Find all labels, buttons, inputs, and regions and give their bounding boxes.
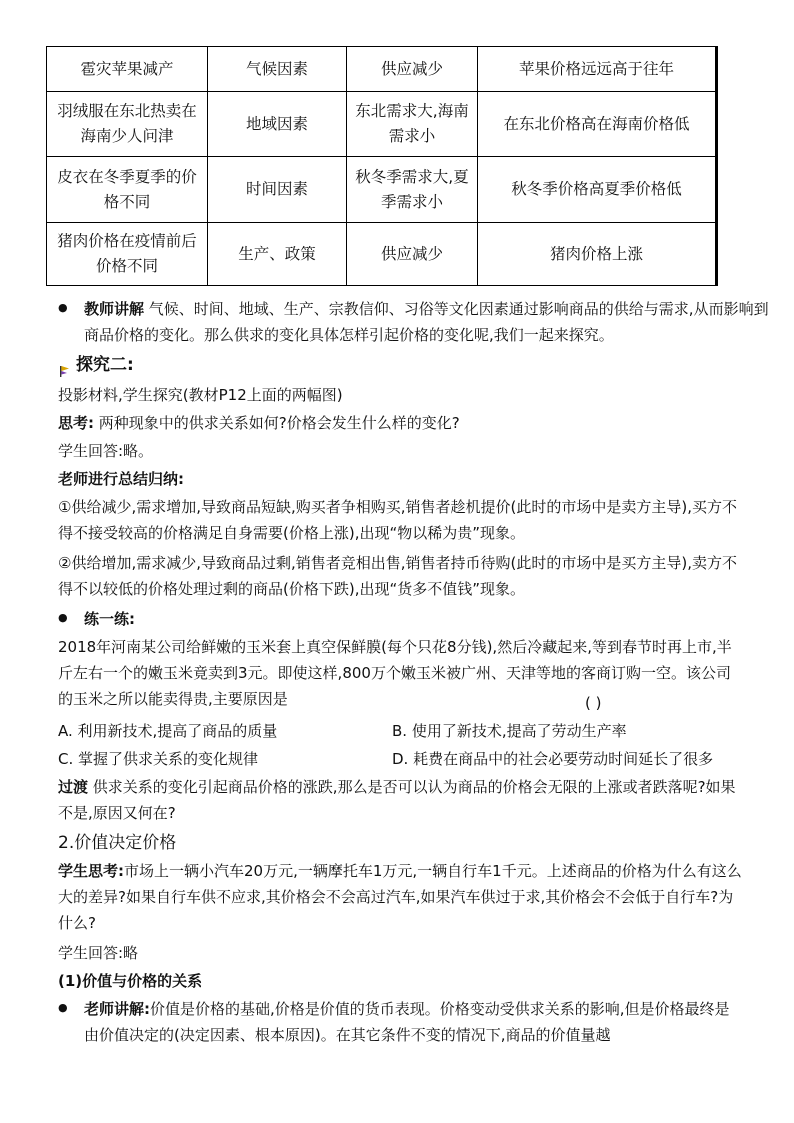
bullet-icon: ● <box>58 301 68 314</box>
table-cell: 在东北价格高在海南价格低 <box>478 92 717 157</box>
table-row <box>47 157 717 223</box>
bullet-icon: ● <box>58 1001 68 1014</box>
subsection-title: (1)价值与价格的关系 <box>58 972 203 990</box>
table-row <box>47 223 717 286</box>
flag-icon <box>58 359 70 371</box>
table-cell: 雹灾苹果减产 <box>47 47 208 92</box>
practice-heading: 练一练: <box>84 610 135 628</box>
bullet-icon: ● <box>58 611 68 624</box>
section-title: 2.价值决定价格 <box>58 833 177 853</box>
table-cell: 羽绒服在东北热卖在海南少人问津 <box>47 92 208 157</box>
option-d: D. 耗费在商品中的社会必要劳动时间延长了很多 <box>392 750 714 768</box>
table-cell: 供应减少 <box>347 47 478 92</box>
summary-point-1: ①供给减少,需求增加,导致商品短缺,购买者争相购买,销售者趁机提价(此时的市场中是卖方主导),买方不得不接受较高的价格满足自身需要(价格上涨),出现“物以稀为贵”现象。 <box>58 498 737 542</box>
table-cell: 猪肉价格上涨 <box>478 223 717 286</box>
table-cell: 皮衣在冬季夏季的价格不同 <box>47 157 208 223</box>
student-think: 学生思考:市场上一辆小汽车20万元,一辆摩托车1万元,一辆自行车1千元。上述商品的价格为什么有这么大的差异?如果自行车供不应求,其价格会不会高过汽车,如果汽车供过于求,其价格会不会低于自行车?为什么? <box>58 862 742 932</box>
teacher-explanation: 教师讲解 气候、时间、地域、生产、宗教信仰、习俗等文化因素通过影响商品的供给与需求,从而影响到商品价格的变化。那么供求的变化具体怎样引起价格的变化呢,我们一起来探究。 <box>84 300 769 344</box>
table-cell: 猪肉价格在疫情前后价格不同 <box>47 223 208 286</box>
table-cell: 秋冬季价格高夏季价格低 <box>478 157 717 223</box>
teacher-explanation-2: 老师讲解:价值是价格的基础,价格是价值的货币表现。价格变动受供求关系的影响,但是价格最终是由价值决定的(决定因素、根本原因)。在其它条件不变的情况下,商品的价值量越 <box>84 1000 730 1044</box>
table-cell: 秋冬季需求大,夏季需求小 <box>347 157 478 223</box>
table-row <box>47 92 717 157</box>
table-cell: 苹果价格远远高于往年 <box>478 47 717 92</box>
option-a: A. 利用新技术,提高了商品的质量 <box>58 722 278 740</box>
answer-paren: ( ) <box>585 694 602 712</box>
student-answer: 学生回答:略。 <box>58 442 154 460</box>
explore-material: 投影材料,学生探究(教材P12上面的两幅图) <box>58 386 343 404</box>
option-c: C. 掌握了供求关系的变化规律 <box>58 750 259 768</box>
table-row <box>47 47 717 92</box>
practice-question: 2018年河南某公司给鲜嫩的玉米套上真空保鲜膜(每个只花8分钱),然后冷藏起来,等到春节时再上市,半斤左右一个的嫩玉米竟卖到3元。即使这样,800万个嫩玉米被广州、天津等地的客商订购一空。该公司的玉米之所以能卖得贵,主要原因是 <box>58 638 732 708</box>
table-cell: 东北需求大,海南需求小 <box>347 92 478 157</box>
option-b: B. 使用了新技术,提高了劳动生产率 <box>392 722 627 740</box>
table-cell: 气候因素 <box>208 47 347 92</box>
table-cell: 地域因素 <box>208 92 347 157</box>
table-cell: 供应减少 <box>347 223 478 286</box>
factors-table <box>46 46 718 286</box>
transition-paragraph: 过渡 供求关系的变化引起商品价格的涨跌,那么是否可以认为商品的价格会无限的上涨或者跌落呢?如果不是,原因又何在? <box>58 778 736 822</box>
student-answer-2: 学生回答:略 <box>58 944 139 962</box>
summary-point-2: ②供给增加,需求减少,导致商品过剩,销售者竞相出售,销售者持币待购(此时的市场中是买方主导),卖方不得不以较低的价格处理过剩的商品(价格下跌),出现“货多不值钱”现象。 <box>58 554 737 598</box>
explore-heading: 探究二: <box>58 352 744 378</box>
explore-question: 思考: 两种现象中的供求关系如何?价格会发生什么样的变化? <box>58 414 460 432</box>
table-cell: 生产、政策 <box>208 223 347 286</box>
table-cell: 时间因素 <box>208 157 347 223</box>
summary-heading: 老师进行总结归纳: <box>58 470 184 488</box>
